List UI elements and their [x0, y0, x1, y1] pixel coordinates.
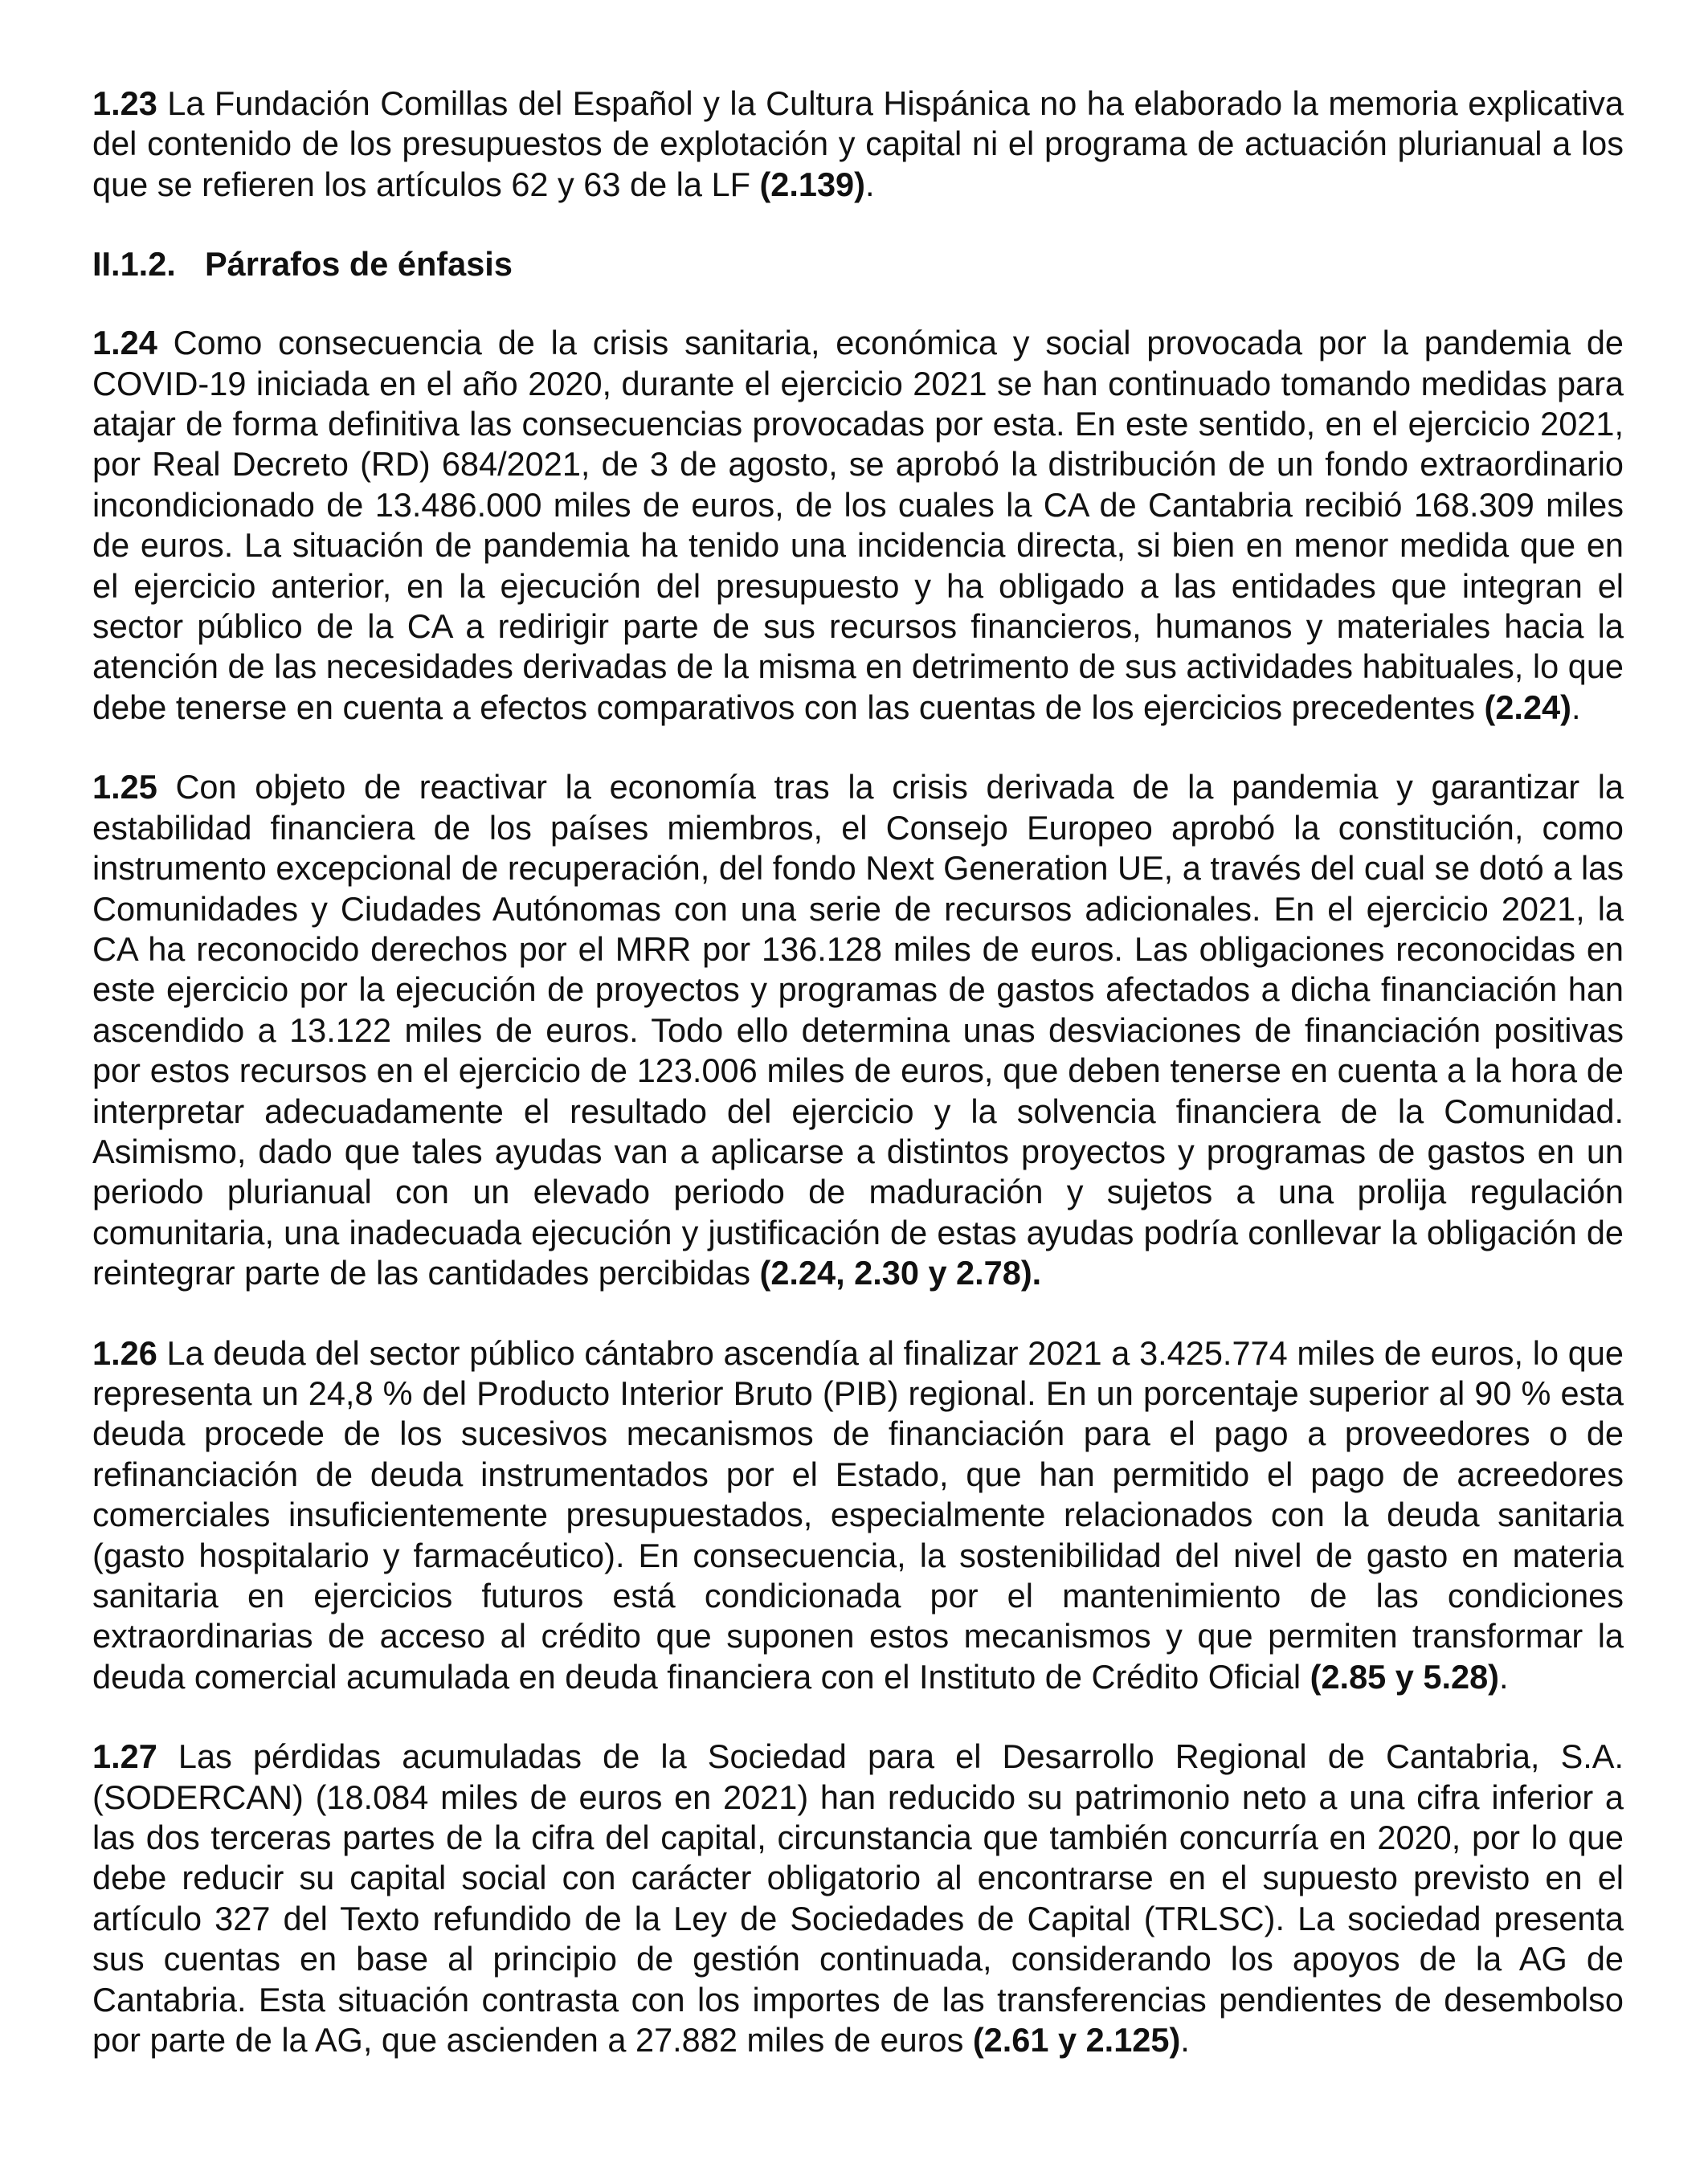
cross-reference: (2.24, 2.30 y 2.78). [759, 1254, 1042, 1292]
paragraph-1-27 [92, 1737, 1624, 2060]
paragraph-text: Con objeto de reactivar la economía tras la crisis derivada de la pandemia y garantizar la estabilidad financiera de los países miembros, el Consejo Europeo aprobó la constitución, como instrumento excepcional de recuperación, del fondo Next Generation UE, a través del cual se dotó a las Comunidades y Ciudades Autónomas con una serie de recursos adicionales. En el ejercicio 2021, la CA ha reconocido derechos por el MRR por 136.128 miles de euros. Las obligaciones reconocidas en este ejercicio por la ejecución de proyectos y programas de gastos afectados a dicha financiación han ascendido a 13.122 miles de euros. Todo ello determina unas desviaciones de financiación positivas por estos recursos en el ejercicio de 123.006 miles de euros, que deben tenerse en cuenta a la hora de interpretar adecuadamente el resultado del ejercicio y la solvencia financiera de la Comunidad. Asimismo, dado que tales ayudas van a aplicarse a distintos proyectos y programas de gastos en un periodo plurianual con un elevado periodo de maduración y sujetos a una prolija regulación comunitaria, una inadecuada ejecución y justificación de estas ayudas podría conllevar la obligación de reintegrar parte de las cantidades percibidas [92, 768, 1624, 1292]
paragraph-tail: . [1571, 688, 1581, 726]
paragraph-text: Como consecuencia de la crisis sanitaria, económica y social provocada por la pandemia de COVID-19 iniciada en el año 2020, durante el ejercicio 2021 se han continuado tomando medidas para atajar de forma definitiva las consecuencias provocadas por esta. En este sentido, en el ejercicio 2021, por Real Decreto (RD) 684/2021, de 3 de agosto, se aprobó la distribución de un fondo extraordinario incondicionado de 13.486.000 miles de euros, de los cuales la CA de Cantabria recibió 168.309 miles de euros. La situación de pandemia ha tenido una incidencia directa, si bien en menor medida que en el ejercicio anterior, en la ejecución del presupuesto y ha obligado a las entidades que integran el sector público de la CA a redirigir parte de sus recursos financieros, humanos y materiales hacia la atención de las necesidades derivadas de la misma en detrimento de sus actividades habituales, lo que debe tenerse en cuenta a efectos comparativos con las cuentas de los ejercicios precedentes [92, 324, 1624, 726]
section-title: Párrafos de énfasis [205, 245, 513, 284]
cross-reference: (2.61 y 2.125) [972, 2021, 1181, 2059]
paragraph-number: 1.27 [92, 1737, 157, 1776]
paragraph-1-25 [92, 767, 1624, 1293]
section-heading [92, 244, 1624, 284]
paragraph-text: Las pérdidas acumuladas de la Sociedad para el Desarrollo Regional de Cantabria, S.A. (SODERCAN) (18.084 miles de euros en 2021) han reducido su patrimonio neto a una cifra inferior a las dos terceras partes de la cifra del capital, circunstancia que también concurría en 2020, por lo que debe reducir su capital social con carácter obligatorio al encontrarse en el supuesto previsto en el artículo 327 del Texto refundido de la Ley de Sociedades de Capital (TRLSC). La sociedad presenta sus cuentas en base al principio de gestión continuada, considerando los apoyos de la AG de Cantabria. Esta situación contrasta con los importes de las transferencias pendientes de desembolso por parte de la AG, que ascienden a 27.882 miles de euros [92, 1737, 1624, 2059]
paragraph-number: 1.25 [92, 768, 157, 806]
paragraph-1-26 [92, 1333, 1624, 1698]
cross-reference: (2.24) [1484, 688, 1571, 726]
paragraph-number: 1.24 [92, 324, 157, 362]
paragraph-1-24 [92, 323, 1624, 728]
cross-reference: (2.139) [759, 165, 865, 203]
paragraph-tail: . [1180, 2021, 1190, 2059]
paragraph-number: 1.26 [92, 1333, 157, 1372]
cross-reference: (2.85 y 5.28) [1310, 1657, 1499, 1696]
paragraph-number: 1.23 [92, 84, 157, 122]
paragraph-tail: . [1498, 1657, 1509, 1696]
paragraph-text: La Fundación Comillas del Español y la Cultura Hispánica no ha elaborado la memoria explicativa del contenido de los presupuestos de explotación y capital ni el programa de actuación plurianual a los que se refieren los artículos 62 y 63 de la LF [92, 84, 1624, 203]
paragraph-tail: . [864, 165, 875, 203]
paragraph-text: La deuda del sector público cántabro ascendía al finalizar 2021 a 3.425.774 miles de euros, lo que representa un 24,8 % del Producto Interior Bruto (PIB) regional. En un porcentaje superior al 90 % esta deuda procede de los sucesivos mecanismos de financiación para el pago a proveedores o de refinanciación de deuda instrumentados por el Estado, que han permitido el pago de acreedores comerciales insuficientemente presupuestados, especialmente relacionados con la deuda sanitaria (gasto hospitalario y farmacéutico). En consecuencia, la sostenibilidad del nivel de gasto en materia sanitaria en ejercicios futuros está condicionada por el mantenimiento de las condiciones extraordinarias de acceso al crédito que suponen estos mecanismos y que permiten transformar la deuda comercial acumulada en deuda financiera con el Instituto de Crédito Oficial [92, 1333, 1624, 1696]
section-number: II.1.2. [92, 245, 176, 284]
document-page [92, 84, 1624, 2100]
paragraph-1-23 [92, 84, 1624, 205]
